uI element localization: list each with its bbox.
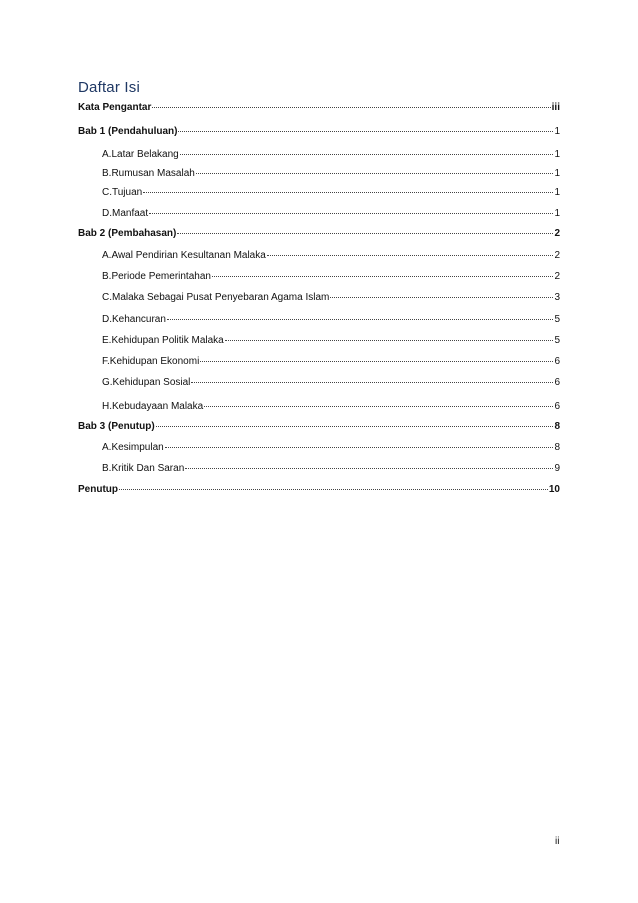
- dot-leader: [212, 265, 553, 277]
- toc-entry-bab-1[interactable]: [78, 122, 560, 136]
- toc-entry-kesimpulan[interactable]: [102, 438, 560, 452]
- toc-entry-tujuan[interactable]: [102, 183, 560, 197]
- dot-leader: [143, 181, 553, 193]
- toc-entry-penutup[interactable]: [78, 480, 560, 494]
- toc-entry-manfaat[interactable]: [102, 204, 560, 218]
- dot-leader: [149, 202, 553, 214]
- toc-entry-page: 5: [554, 314, 560, 325]
- toc-entry-kehidupan-ekonomi[interactable]: [102, 352, 560, 366]
- toc-entry-page: 2: [554, 250, 560, 261]
- toc-entry-label: F.Kehidupan Ekonomi: [102, 356, 200, 367]
- toc-entry-label: B.Periode Pemerintahan: [102, 271, 211, 282]
- toc-entry-label: Bab 2 (Pembahasan): [78, 228, 177, 239]
- dot-leader: [204, 395, 553, 407]
- toc-entry-label: B.Kritik Dan Saran: [102, 463, 185, 474]
- dot-leader: [119, 478, 548, 490]
- dot-leader: [200, 350, 553, 362]
- toc-entry-page: 2: [554, 271, 560, 282]
- toc-entry-label: H.Kebudayaan Malaka: [102, 401, 204, 412]
- toc-entry-page: 8: [554, 421, 560, 432]
- toc-entry-page: 3: [554, 292, 560, 303]
- toc-entry-page: iii: [551, 102, 560, 113]
- toc-entry-label: Bab 3 (Penutup): [78, 421, 155, 432]
- toc-entry-page: 1: [554, 149, 560, 160]
- toc-entry-label: A.Awal Pendirian Kesultanan Malaka: [102, 250, 266, 261]
- toc-entry-label: Bab 1 (Pendahuluan): [78, 126, 178, 137]
- dot-leader: [196, 162, 553, 174]
- toc-entry-page: 1: [554, 208, 560, 219]
- toc-entry-page: 1: [554, 168, 560, 179]
- toc-entry-page: 1: [554, 187, 560, 198]
- toc-entry-latar-belakang[interactable]: [102, 145, 560, 159]
- toc-entry-pusat-penyebaran[interactable]: [102, 288, 560, 302]
- toc-entry-page: 1: [554, 126, 560, 137]
- toc-entry-page: 9: [554, 463, 560, 474]
- toc-entry-label: C.Tujuan: [102, 187, 143, 198]
- toc-entry-kehancuran[interactable]: [102, 310, 560, 324]
- toc-entry-rumusan-masalah[interactable]: [102, 164, 560, 178]
- toc-entry-awal-pendirian[interactable]: [102, 246, 560, 260]
- toc-entry-page: 6: [554, 356, 560, 367]
- dot-leader: [167, 308, 553, 320]
- toc-entry-page: 10: [548, 484, 560, 495]
- toc-entry-label: E.Kehidupan Politik Malaka: [102, 335, 224, 346]
- toc-entry-kata-pengantar[interactable]: [78, 98, 560, 112]
- toc-entry-label: D.Manfaat: [102, 208, 149, 219]
- toc-entry-page: 2: [554, 228, 560, 239]
- toc-entry-periode-pemerintahan[interactable]: [102, 267, 560, 281]
- toc-entry-kehidupan-sosial[interactable]: [102, 373, 560, 387]
- toc-entry-page: 5: [554, 335, 560, 346]
- toc-entry-bab-2[interactable]: [78, 224, 560, 238]
- toc-entry-label: Penutup: [78, 484, 118, 495]
- toc-entry-label: D.Kehancuran: [102, 314, 166, 325]
- toc-entry-kritik-dan-saran[interactable]: [102, 459, 560, 473]
- toc-entry-label: A.Kesimpulan: [102, 442, 164, 453]
- dot-leader: [225, 329, 553, 341]
- dot-leader: [180, 143, 553, 155]
- dot-leader: [152, 96, 550, 108]
- toc-entry-bab-3[interactable]: [78, 417, 560, 431]
- toc-entry-kebudayaan-malaka[interactable]: [102, 397, 560, 411]
- dot-leader: [177, 222, 553, 234]
- toc-entry-page: 8: [554, 442, 560, 453]
- dot-leader: [178, 120, 553, 132]
- toc-entry-page: 6: [554, 401, 560, 412]
- page-number: ii: [555, 836, 560, 847]
- toc-entry-label: Kata Pengantar: [78, 102, 152, 113]
- dot-leader: [191, 371, 553, 383]
- dot-leader: [330, 286, 553, 298]
- dot-leader: [165, 436, 553, 448]
- toc-entry-label: A.Latar Belakang: [102, 149, 179, 160]
- toc-title: Daftar Isi: [78, 79, 141, 96]
- toc-entry-kehidupan-politik[interactable]: [102, 331, 560, 345]
- toc-entry-label: G.Kehidupan Sosial: [102, 377, 191, 388]
- dot-leader: [156, 415, 553, 427]
- toc-entry-page: 6: [554, 377, 560, 388]
- dot-leader: [267, 244, 553, 256]
- toc-entry-label: C.Malaka Sebagai Pusat Penyebaran Agama Islam: [102, 292, 330, 303]
- toc-entry-label: B.Rumusan Masalah: [102, 168, 195, 179]
- dot-leader: [185, 457, 553, 469]
